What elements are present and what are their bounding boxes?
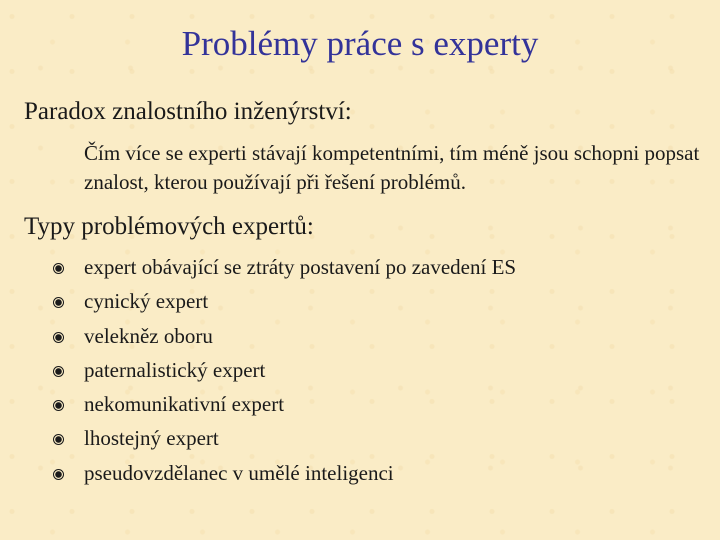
bullet-icon xyxy=(53,297,64,308)
bullet-icon xyxy=(53,400,64,411)
bullet-icon xyxy=(53,366,64,377)
list-item xyxy=(50,288,516,322)
bullet-icon xyxy=(53,434,64,445)
expert-types-list xyxy=(50,254,516,494)
bullet-icon xyxy=(53,263,64,274)
list-item-text: cynický expert xyxy=(84,289,209,314)
paradox-text: Čím více se experti stávají kompetentními, tím méně jsou schopni popsat znalost, kterou používají při řešení problémů. xyxy=(84,141,700,194)
list-item xyxy=(50,254,516,288)
list-item xyxy=(50,323,516,357)
list-item-text: velekněz oboru xyxy=(84,323,213,348)
list-item xyxy=(50,391,516,425)
list-item-text: paternalistický expert xyxy=(84,357,266,382)
paradox-heading: Paradox znalostního inženýrství: xyxy=(24,98,352,125)
list-item-text: lhostejný expert xyxy=(84,426,219,451)
bullet-icon xyxy=(53,469,64,480)
expert-types-heading: Typy problémových expertů: xyxy=(24,213,314,240)
slide-title: Problémy práce s experty xyxy=(181,24,539,63)
list-item xyxy=(50,425,516,459)
list-item-text: expert obávající se ztráty postavení po zavedení ES xyxy=(84,255,517,279)
list-item xyxy=(50,357,516,391)
list-item-text: nekomunikativní expert xyxy=(84,392,285,417)
bullet-icon xyxy=(53,332,64,343)
list-item xyxy=(50,460,516,494)
list-item-text: pseudovzdělanec v umělé inteligenci xyxy=(84,460,394,485)
